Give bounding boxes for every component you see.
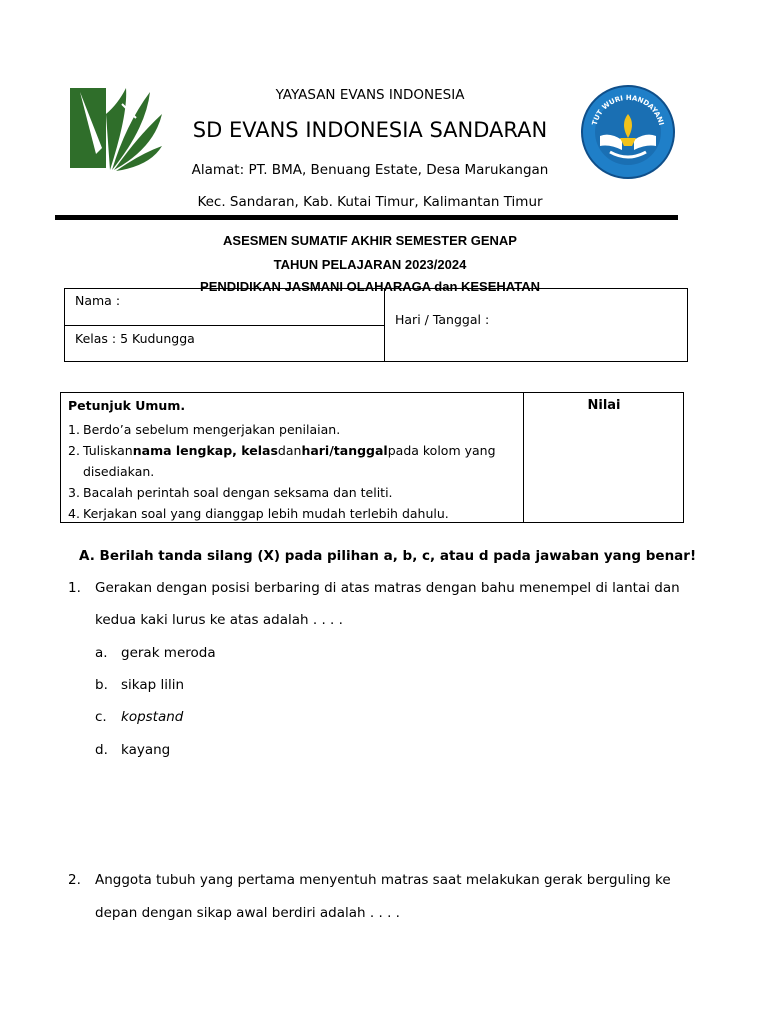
question-1-line-1: Gerakan dengan posisi berbaring di atas matras dengan bahu menempel di lantai dan (95, 580, 680, 596)
question-1-option-b: sikap lilin (121, 677, 185, 693)
option-letter-d: d. (95, 742, 108, 758)
day-date-field-label: Hari / Tanggal : (395, 312, 490, 327)
instructions-table (60, 392, 684, 523)
name-field-label: Nama : (75, 293, 121, 308)
question-1-number: 1. (68, 580, 81, 596)
instructions-list (68, 419, 496, 524)
score-label: Nilai (587, 398, 621, 413)
list-item: 2. Tuliskan nama lengkap, kelas dan hari/tanggal pada kolom yang (68, 443, 496, 458)
question-1-option-c: kopstand (121, 709, 184, 725)
list-item-continuation: disediakan. (83, 464, 155, 479)
class-field-label: Kelas : 5 Kudungga (75, 331, 195, 346)
question-2-line-1: Anggota tubuh yang pertama menyentuh matras saat melakukan gerak berguling ke (95, 872, 671, 888)
question-1-option-a: gerak meroda (121, 645, 216, 661)
question-2-number: 2. (68, 872, 81, 888)
question-1-line-2: kedua kaki lurus ke atas adalah . . . . (95, 612, 343, 628)
address-line-2: Kec. Sandaran, Kab. Kutai Timur, Kalimantan Timur (197, 194, 543, 210)
address-line-1: Alamat: PT. BMA, Benuang Estate, Desa Marukangan (191, 162, 549, 178)
instructions-heading: Petunjuk Umum. (68, 398, 186, 413)
header-divider (55, 215, 678, 220)
option-letter-a: a. (95, 645, 108, 661)
emblem-text: TUT WURI HANDAYANI (590, 93, 666, 127)
exam-title-line-1: ASESMEN SUMATIF AKHIR SEMESTER GENAP (223, 233, 517, 248)
option-letter-b: b. (95, 677, 108, 693)
question-2-line-2: depan dengan sikap awal berdiri adalah . . . . (95, 905, 400, 921)
identity-table (64, 288, 688, 362)
section-a-heading: A. Berilah tanda silang (X) pada pilihan a, b, c, atau d pada jawaban yang benar! (79, 548, 697, 564)
option-letter-c: c. (95, 709, 107, 725)
list-item: 3. Bacalah perintah soal dengan seksama dan teliti. (68, 485, 393, 500)
school-name: SD EVANS INDONESIA SANDARAN (192, 118, 548, 142)
list-item: 1. Berdo’a sebelum mengerjakan penilaian. (68, 422, 341, 437)
list-item: 4. Kerjakan soal yang dianggap lebih mudah terlebih dahulu. (68, 506, 449, 521)
exam-title-line-2: TAHUN PELAJARAN 2023/2024 (273, 257, 467, 272)
exam-title-line-3: PENDIDIKAN JASMANI OLAHARAGA dan KESEHATAN (200, 279, 540, 294)
question-1-option-d: kayang (121, 742, 171, 758)
foundation-name: YAYASAN EVANS INDONESIA (275, 87, 465, 103)
